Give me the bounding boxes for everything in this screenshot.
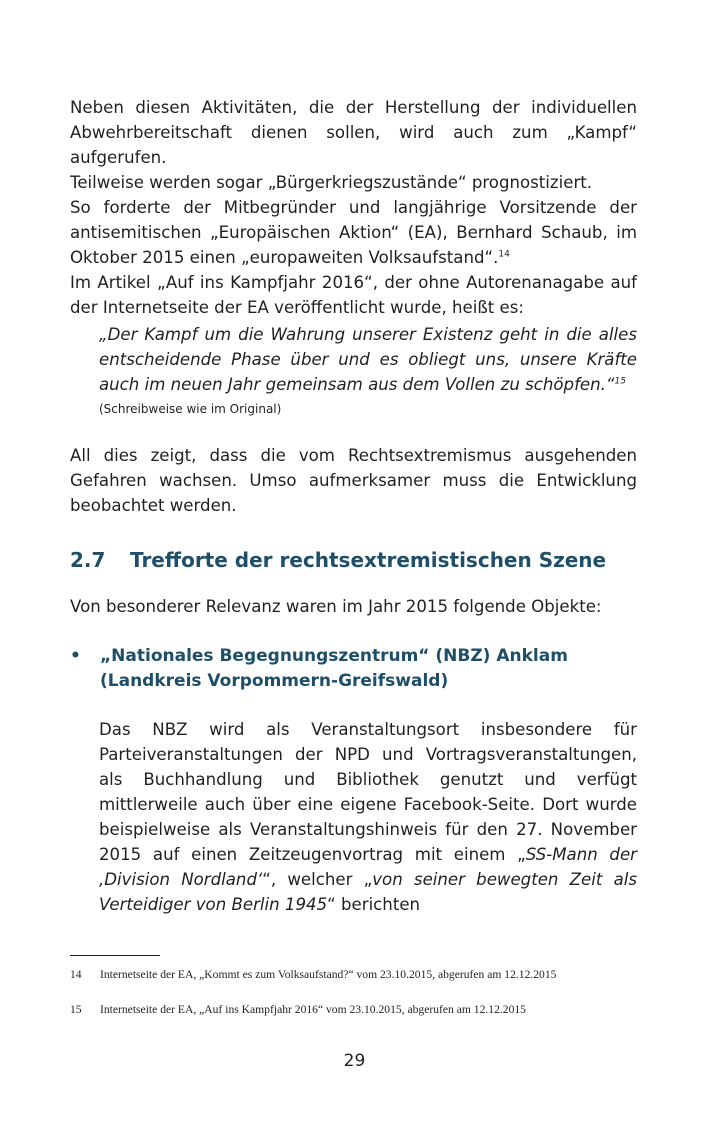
footnote-number: 15 [70,1003,82,1016]
footnote-number: 14 [70,968,82,981]
section-heading [70,547,606,573]
footnote-15 [70,1002,637,1018]
intro-line-1: Neben diesen Aktivitäten, die der Herstellung der individuellen Abwehrbereitschaft dienen sollen, wird auch zum „Kampf“ aufgerufen. [70,98,637,167]
nbz-text-2: “, welcher „ [262,870,373,889]
intro-line-3 [70,195,637,270]
summary-paragraph [70,443,637,518]
intro-paragraph [70,95,637,320]
section-number: 2.7 [70,548,106,572]
nbz-emphasis-1: SS-Mann der ‚Division Nordland‘ [99,845,637,889]
quote-text: „Der Kampf um die Wahrung unserer Existenz geht in die alles entscheidende Phase über und es obliegt uns, unsere Kräfte auch im neuen Jahr gemeinsam aus dem Vollen zu schöpfen.“ [99,325,637,394]
page-number: 29 [343,1051,366,1071]
intro-line-2: Teilweise werden sogar „Bürgerkriegszustände“ prognostiziert. [70,173,593,192]
summary-text: All dies zeigt, dass die vom Rechtsextremismus ausgehenden Gefahren wachsen. Umso aufmerksamer muss die Entwicklung beobachtet werden. [70,446,637,515]
footnote-text: Internetseite der EA, „Kommt es zum Volksaufstand?“ vom 23.10.2015, abgerufen am 12.12.2015 [100,968,557,981]
footnote-divider [70,955,160,956]
block-quote [99,322,637,397]
lead-paragraph: Von besonderer Relevanz waren im Jahr 2015 folgende Objekte: [70,597,602,616]
intro-line-3-text: So forderte der Mitbegründer und langjährige Vorsitzende der antisemitischen „Europäischen Aktion“ (EA), Bernhard Schaub, im Oktober 2015 einen „europaweiten Volksaufstand“. [70,198,637,267]
bullet-title: „Nationales Begegnungszentrum“ (NBZ) Anklam (Landkreis Vorpommern-Greifswald) [100,646,568,691]
nbz-paragraph [99,717,637,917]
footnote-14 [70,967,637,983]
bullet-item [70,644,637,694]
nbz-emphasis-2: von seiner bewegten Zeit als Verteidiger von Berlin 1945 [99,870,637,914]
quote-note: (Schreibweise wie im Original) [99,402,282,416]
quote-block [99,322,637,417]
footnote-ref-15: 15 [614,376,626,387]
section-title: Trefforte der rechtsextremistischen Szene [130,548,607,572]
intro-line-4: Im Artikel „Auf ins Kampfjahr 2016“, der ohne Autorenanagabe auf der Internetseite der EA veröffentlicht wurde, heißt es: [70,273,637,317]
bullet-marker: • [70,646,81,666]
footnote-ref-14: 14 [498,249,510,260]
nbz-text-3: “ berichten [327,895,421,914]
nbz-text-1: Das NBZ wird als Veranstaltungsort insbesondere für Parteiveranstaltungen der NPD und Vortragsveranstaltungen, als Buchhandlung und Bibliothek genutzt und verfügt mittlerweile auch über eine eigene Facebook-Seite. Dort wurde beispielweise als Veranstaltungshinweis für den 27. November 2015 auf einen Zeitzeugenvortrag mit einem „ [99,720,637,864]
footnote-text: Internetseite der EA, „Auf ins Kampfjahr 2016“ vom 23.10.2015, abgerufen am 12.12.2015 [100,1003,526,1016]
